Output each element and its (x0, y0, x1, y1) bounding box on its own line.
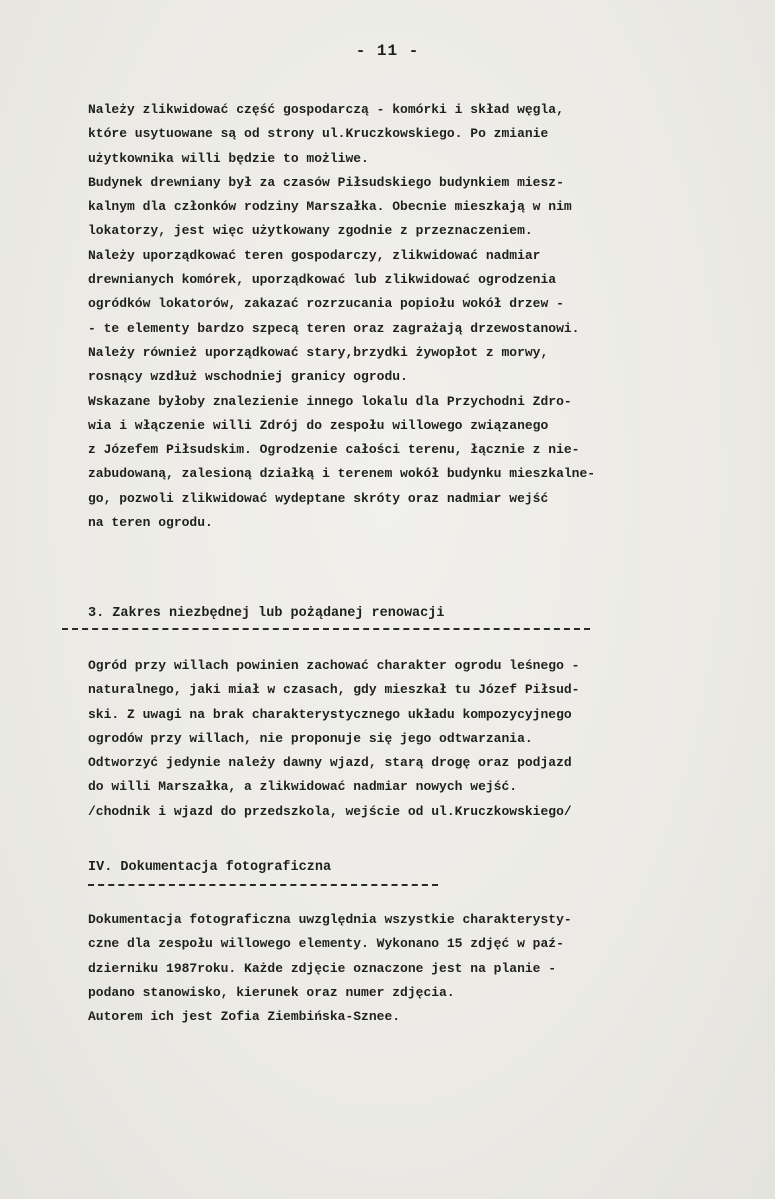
text-line: Należy uporządkować teren gospodarczy, zlikwidować nadmiar (88, 247, 541, 263)
text-line: Budynek drewniany był za czasów Piłsudskiego budynkiem miesz- (88, 174, 564, 190)
section-4-body (88, 908, 760, 1029)
text-line: z Józefem Piłsudskim. Ogrodzenie całości terenu, łącznie z nie- (88, 442, 580, 458)
text-line: - te elementy bardzo szpecą teren oraz zagrażają drzewostanowi. (88, 320, 580, 336)
text-line: rosnący wzdłuż wschodniej granicy ogrodu. (88, 369, 408, 385)
page-number: - 11 - (355, 42, 420, 60)
paragraph-1 (88, 98, 760, 535)
text-line: zabudowaną, zalesioną działką i terenem wokół budynku mieszkalne- (88, 466, 596, 482)
section-4-heading: IV. Dokumentacja fotograficzna (88, 860, 332, 875)
text-line: wia i włączenie willi Zdrój do zespołu willowego związanego (88, 417, 549, 433)
text-line: kalnym dla członków rodziny Marszałka. Obecnie mieszkają w nim (88, 199, 572, 215)
text-line: Ogród przy willach powinien zachować charakter ogrodu leśnego - (88, 658, 580, 673)
section-3-heading: 3. Zakres niezbędnej lub pożądanej renowacji (88, 606, 445, 621)
text-line: użytkownika willi będzie to możliwe. (88, 150, 369, 166)
text-line: ski. Z uwagi na brak charakterystycznego układu kompozycyjnego (88, 706, 572, 722)
text-line: Odtworzyć jedynie należy dawny wjazd, starą drogę oraz podjazd (88, 755, 572, 771)
text-line: /chodnik i wjazd do przedszkola, wejście od ul.Kruczkowskiego/ (88, 803, 572, 819)
section-4-underline (88, 884, 438, 886)
text-line: podano stanowisko, kierunek oraz numer zdjęcia. (88, 984, 455, 1000)
section-3-body (88, 654, 760, 824)
text-line: ogrodów przy willach, nie proponuje się jego odtwarzania. (88, 730, 533, 746)
text-line: dzierniku 1987roku. Każde zdjęcie oznaczone jest na planie - (88, 960, 557, 976)
text-line: naturalnego, jaki miał w czasach, gdy mieszkał tu Józef Piłsud- (88, 682, 580, 698)
text-line: Wskazane byłoby znalezienie innego lokalu dla Przychodni Zdro- (88, 393, 572, 409)
text-line: Autorem ich jest Zofia Ziembińska-Sznee. (88, 1009, 401, 1025)
text-line: lokatorzy, jest więc użytkowany zgodnie z przeznaczeniem. (88, 223, 533, 239)
text-line: ogródków lokatorów, zakazać rozrzucania popiołu wokół drzew - (88, 296, 564, 312)
text-line: drewnianych komórek, uporządkować lub zlikwidować ogrodzenia (88, 272, 557, 288)
text-line: go, pozwoli zlikwidować wydeptane skróty oraz nadmiar wejść (88, 490, 549, 506)
text-line: czne dla zespołu willowego elementy. Wykonano 15 zdjęć w paź- (88, 936, 564, 952)
text-line: Należy zlikwidować część gospodarczą - komórki i skład węgla, (88, 102, 564, 117)
text-line: Dokumentacja fotograficzna uwzględnia wszystkie charakterysty- (88, 912, 572, 927)
text-line: które usytuowane są od strony ul.Kruczkowskiego. Po zmianie (88, 126, 549, 142)
text-line: na teren ogrodu. (88, 515, 213, 531)
section-3-underline (62, 628, 590, 630)
text-line: do willi Marszałka, a zlikwidować nadmiar nowych wejść. (88, 779, 518, 795)
text-line: Należy również uporządkować stary,brzydki żywopłot z morwy, (88, 344, 549, 360)
